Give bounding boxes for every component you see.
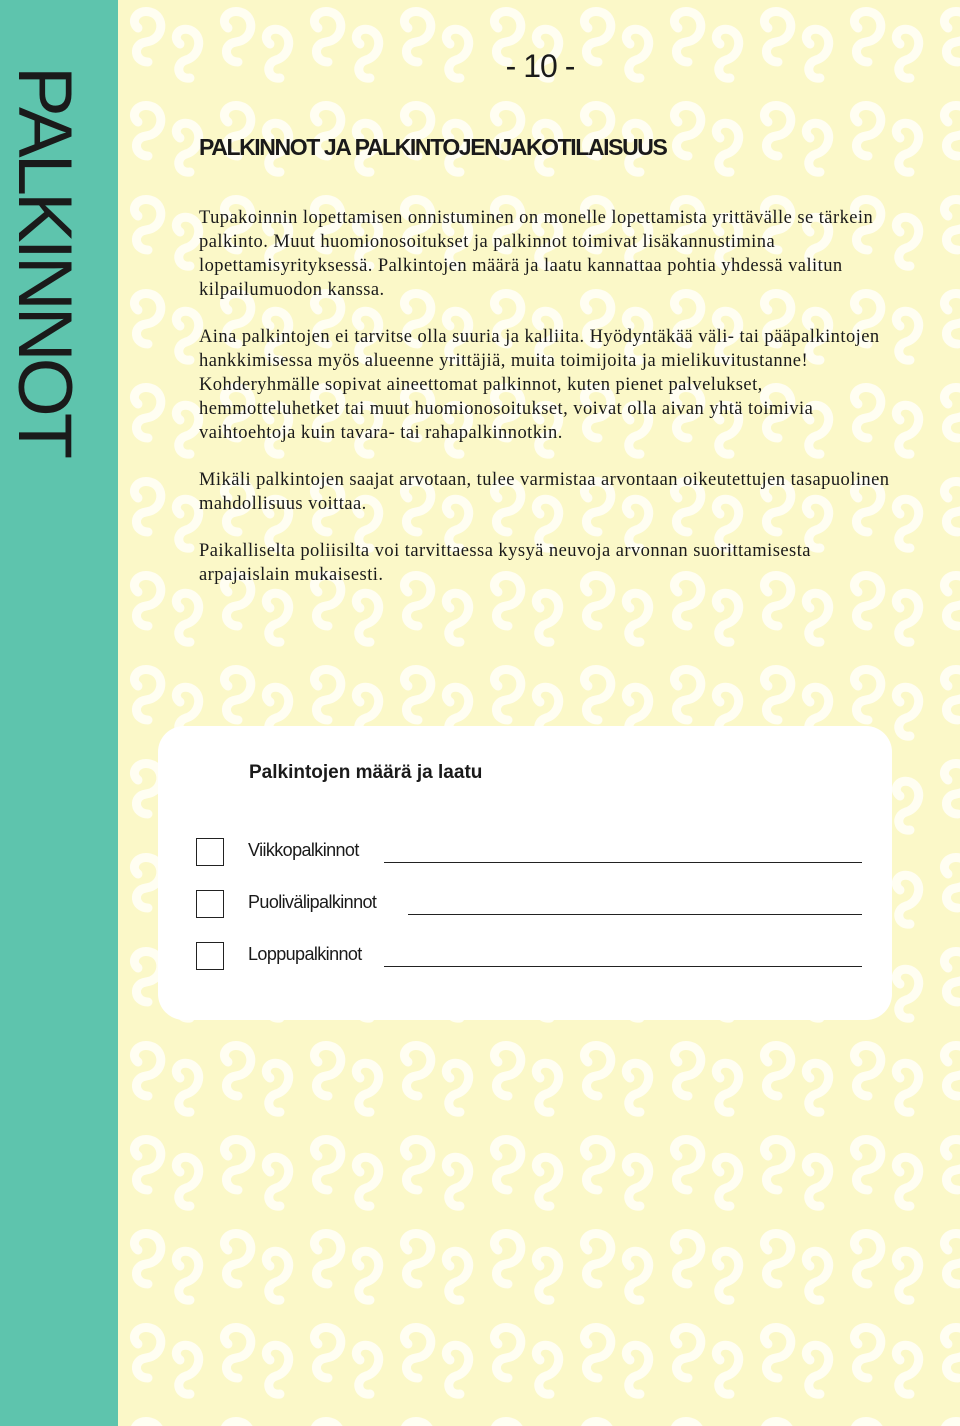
side-band — [0, 0, 118, 1426]
form-row-final-prizes — [196, 942, 862, 972]
paragraph: Aina palkintojen ei tarvitse olla suuria ja kalliita. Hyödyntäkää väli- tai pääpalkintojen hankkimisessa myös alueenne yrittäjiä, muita toimijoita ja mielikuvitustanne! Kohderyhmälle sopivat aineettomat palkinnot, kuten pienet palvelukset, hemmotteluhetket tai muut huomionosoitukset, voivat olla aivan yhtä toimivia vaihtoehtoja kuin tavara- tai rahapalkinnotkin. — [199, 327, 880, 443]
midway-prizes-checkbox[interactable] — [196, 890, 224, 918]
prize-form-card — [158, 726, 892, 1020]
form-row-weekly-prizes — [196, 838, 862, 868]
form-row-midway-prizes — [196, 890, 862, 920]
weekly-prizes-checkbox[interactable] — [196, 838, 224, 866]
final-prizes-fill-line[interactable] — [384, 966, 862, 967]
page-heading: PALKINNOT JA PALKINTOJENJAKOTILAISUUS — [199, 134, 667, 160]
body-text — [199, 206, 899, 610]
side-title: PALKINNOT — [2, 66, 87, 456]
form-title: Palkintojen määrä ja laatu — [249, 762, 483, 783]
midway-prizes-label: Puolivälipalkinnot — [248, 892, 377, 912]
weekly-prizes-label: Viikkopalkinnot — [248, 840, 359, 860]
final-prizes-checkbox[interactable] — [196, 942, 224, 970]
final-prizes-label: Loppupalkinnot — [248, 944, 362, 964]
page-number: - 10 - — [505, 48, 575, 84]
paragraph: Mikäli palkintojen saajat arvotaan, tulee varmistaa arvontaan oikeutettujen tasapuolinen mahdollisuus voittaa. — [199, 470, 890, 514]
weekly-prizes-fill-line[interactable] — [384, 862, 862, 863]
paragraph: Tupakoinnin lopettamisen onnistuminen on monelle lopettamista yrittävälle se tärkein palkinto. Muut huomionosoitukset ja palkinnot toimivat lisäkannustimina lopettamisyrityksessä. Palkintojen määrä ja laatu kannattaa pohtia yhdessä valitun kilpailumuodon kanssa. — [199, 208, 874, 300]
midway-prizes-fill-line[interactable] — [408, 914, 862, 915]
paragraph: Paikalliselta poliisilta voi tarvittaessa kysyä neuvoja arvonnan suorittamisesta arpajaislain mukaisesti. — [199, 541, 811, 585]
